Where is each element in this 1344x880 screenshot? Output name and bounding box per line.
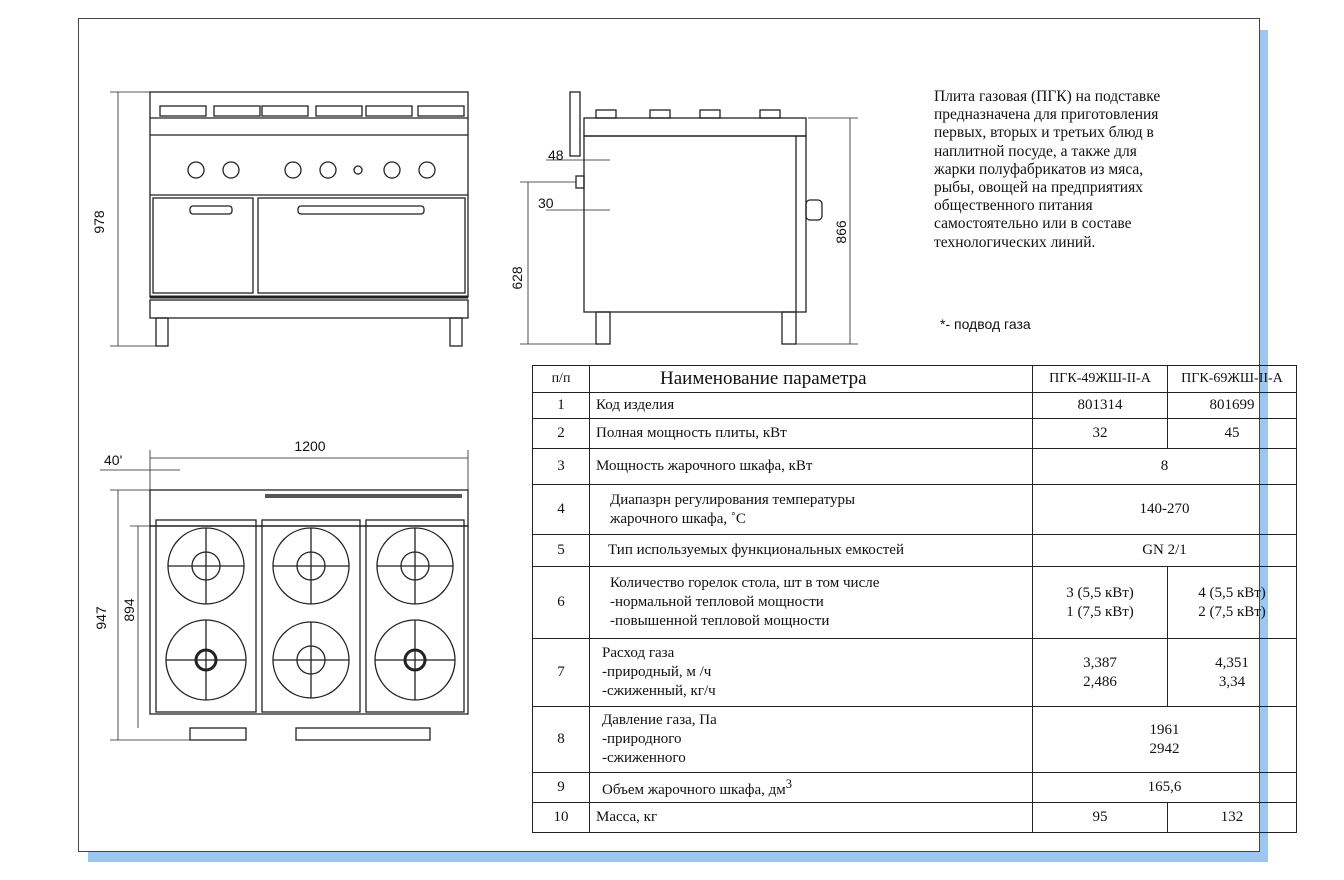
row-value-model2: 45 [1168,419,1297,449]
row-value-model2: 801699 [1168,393,1297,419]
row-name: Код изделия [590,393,1033,419]
row-value-model2: 4,351 3,34 [1168,639,1297,707]
table-row [533,535,1297,567]
dim-top-depth-total: 947 [93,606,109,630]
table-row [533,485,1297,535]
row-value-shared: 8 [1033,449,1297,485]
row-value-shared: GN 2/1 [1033,535,1297,567]
row-value-model2: 4 (5,5 кВт) 2 (7,5 кВт) [1168,567,1297,639]
dim-front-height: 978 [91,210,107,234]
table-row [533,393,1297,419]
header-num: п/п [533,366,590,393]
row-value-shared: 165,6 [1033,773,1297,803]
row-name [590,773,1033,803]
side-view [520,92,858,344]
row-num: 1 [533,393,590,419]
row-num: 8 [533,707,590,773]
dim-side-inlet-height: 628 [509,266,525,290]
row-num: 7 [533,639,590,707]
table-row [533,419,1297,449]
row-name: Расход газа -природный, м /ч -сжиженный, кг/ч [590,639,1033,707]
row-value-shared: 140-270 [1033,485,1297,535]
row-name: Полная мощность плиты, кВт [590,419,1033,449]
row-num: 5 [533,535,590,567]
table-row [533,449,1297,485]
row-value-model1: 801314 [1033,393,1168,419]
row-value-model1: 95 [1033,803,1168,833]
dim-side-30: 30 [538,195,554,211]
header-model2: ПГК-69ЖШ-II-А [1168,366,1297,393]
row-name: Мощность жарочного шкафа, кВт [590,449,1033,485]
row-name-text: Объем жарочного шкафа, дм [602,781,786,798]
header-model1: ПГК-49ЖШ-II-А [1033,366,1168,393]
table-row [533,567,1297,639]
row-value-shared: 1961 2942 [1033,707,1297,773]
dim-top-depth: 894 [121,598,137,622]
header-name: Наименование параметра [590,366,1033,393]
table-row [533,639,1297,707]
row-value-model1: 32 [1033,419,1168,449]
spec-table [532,365,1297,833]
row-num: 4 [533,485,590,535]
row-num: 2 [533,419,590,449]
row-num: 9 [533,773,590,803]
front-view [110,92,468,346]
top-view [100,450,468,740]
dim-top-offset: 40' [104,452,123,468]
dim-side-height: 866 [833,220,849,244]
row-num: 10 [533,803,590,833]
row-num: 6 [533,567,590,639]
row-value-model1: 3 (5,5 кВт) 1 (7,5 кВт) [1033,567,1168,639]
row-name: Давление газа, Па -природного -сжиженного [590,707,1033,773]
table-row [533,773,1297,803]
table-header-row [533,366,1297,393]
gas-inlet-note: *- подвод газа [940,316,1031,332]
row-name: Тип используемых функциональных емкостей [590,535,1033,567]
row-num: 3 [533,449,590,485]
dim-top-width: 1200 [294,438,326,454]
dim-side-48: 48 [548,147,564,163]
row-name-superscript: 3 [785,776,792,791]
row-name: Количество горелок стола, шт в том числе -нормальной тепловой мощности -повышенной тепловой мощности [590,567,1033,639]
table-row [533,707,1297,773]
row-name: Масса, кг [590,803,1033,833]
product-description: Плита газовая (ПГК) на подставке предназначена для приготовления первых, вторых и третьих блюд в наплитной посуде, а также для жарки полуфабрикатов из мяса, рыбы, овощей на предприятиях общественного питания самостоятельно или в составе технологических линий. [934,88,1161,251]
table-row [533,803,1297,833]
row-value-model2: 132 [1168,803,1297,833]
row-name: Диапазрн регулирования температуры жарочного шкафа, ˚С [590,485,1033,535]
row-value-model1: 3,387 2,486 [1033,639,1168,707]
